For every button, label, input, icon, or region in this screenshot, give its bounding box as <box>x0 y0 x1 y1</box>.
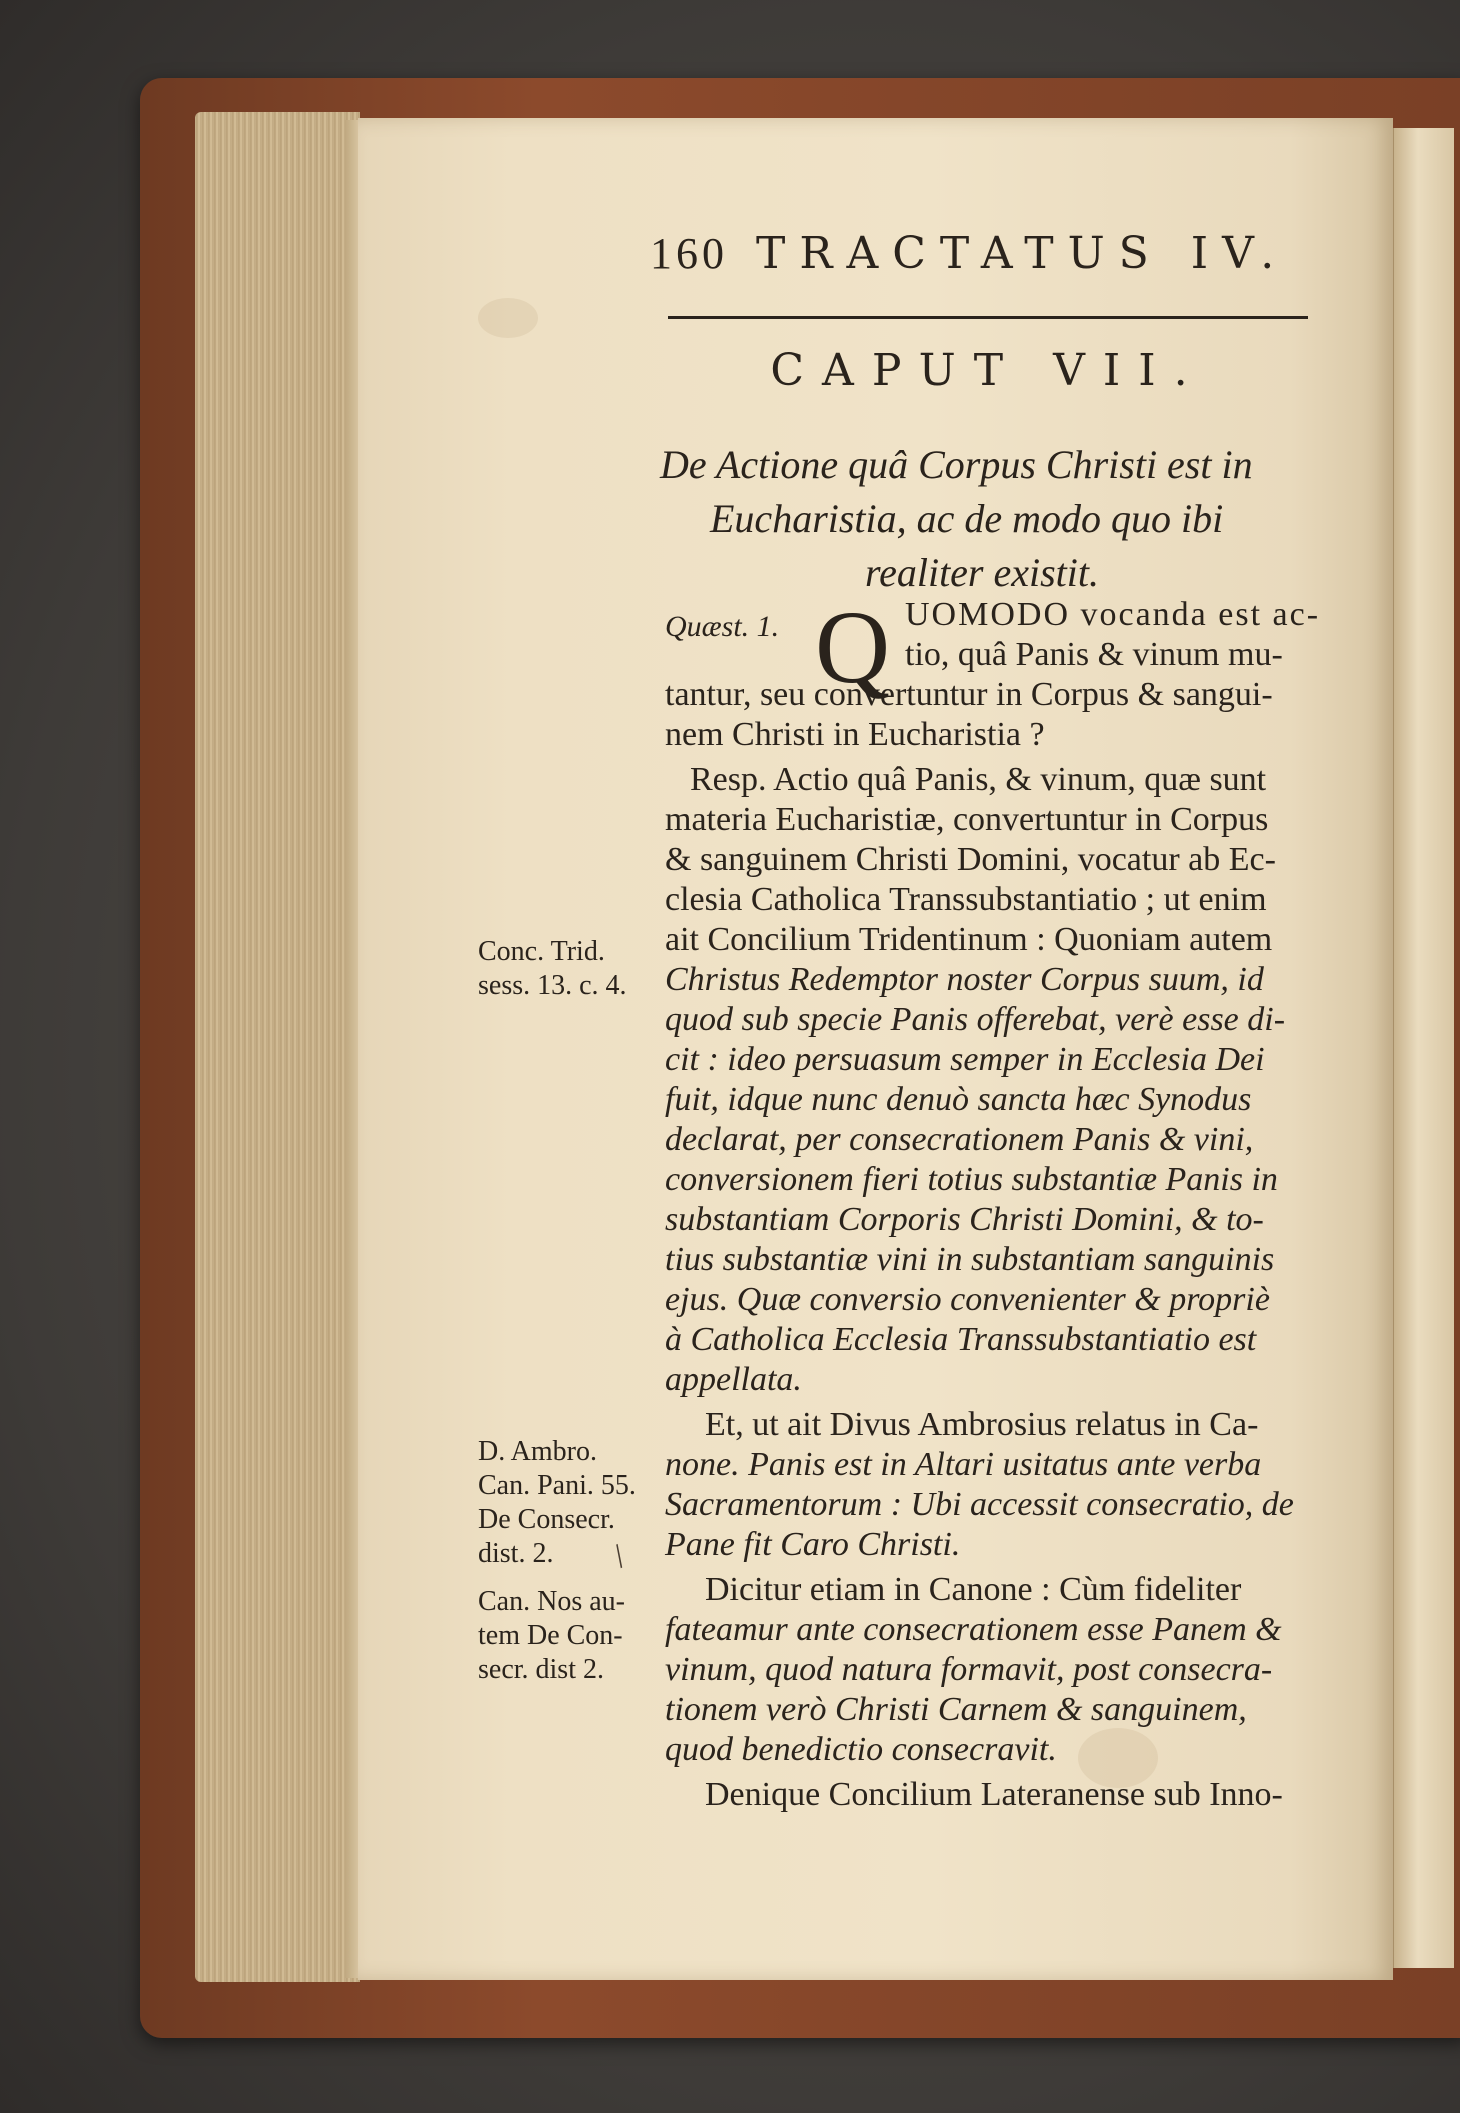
margin-note-trid <box>478 935 668 1003</box>
response-line: Resp. Actio quâ Panis, & vinum, quæ sunt <box>690 761 1267 798</box>
canon-line: quod benedictio consecravit. <box>665 1731 1057 1768</box>
response-line: fuit, idque nunc denuò sancta hæc Synodus <box>665 1081 1252 1118</box>
response-line: Christus Redemptor noster Corpus suum, id <box>665 961 1264 998</box>
facing-page-edge <box>1392 128 1454 1968</box>
title-line: Eucharistia, ac de modo quo ibi <box>710 496 1224 541</box>
page-block-edge <box>195 112 360 1982</box>
ambrose-line: Et, ut ait Divus Ambrosius relatus in Ca- <box>705 1406 1259 1443</box>
running-title: TRACTATUS IV. <box>756 228 1289 279</box>
ambrose-line: Sacramentorum : Ubi accessit consecratio, de <box>665 1486 1294 1523</box>
chapter-heading: CAPUT VII. <box>770 345 1206 396</box>
canon-line: Dicitur etiam in Canone : Cùm fideliter <box>705 1571 1242 1608</box>
response-line: ejus. Quæ conversio convenienter & propriè <box>665 1281 1270 1318</box>
margin-note-line: tem De Con- <box>478 1620 623 1651</box>
title-line: De Actione quâ Corpus Christi est in <box>660 442 1253 487</box>
response-line: tius substantiæ vini in substantiam sanguinis <box>665 1241 1275 1278</box>
header-rule <box>668 316 1308 319</box>
ambrose-line: none. Panis est in Altari usitatus ante verba <box>665 1446 1262 1483</box>
response-line: declarat, per consecrationem Panis & vini, <box>665 1121 1254 1158</box>
margin-note-line: Conc. Trid. <box>478 936 605 967</box>
response-line: substantiam Corporis Christi Domini, & to- <box>665 1201 1264 1238</box>
closing-line: Denique Concilium Lateranense sub Inno- <box>705 1776 1283 1813</box>
response-line: quod sub specie Panis offerebat, verè esse di- <box>665 1001 1286 1038</box>
running-head <box>650 228 1310 279</box>
response-line: cit : ideo persuasum semper in Ecclesia Dei <box>665 1041 1265 1078</box>
response-line: materia Eucharistiæ, convertuntur in Corpus <box>665 801 1269 838</box>
question-line: tio, quâ Panis & vinum mu- <box>905 636 1283 673</box>
response-line: à Catholica Ecclesia Transsubstantiatio est <box>665 1321 1257 1358</box>
margin-note-line: sess. 13. c. 4. <box>478 970 627 1001</box>
margin-note-nos-autem <box>478 1585 668 1687</box>
page-number: 160 <box>650 229 728 278</box>
response-line: appellata. <box>665 1361 802 1398</box>
margin-note-line: secr. dist 2. <box>478 1654 604 1685</box>
question-line: nem Christi in Eucharistia ? <box>665 716 1045 753</box>
margin-note-line: Can. Pani. 55. <box>478 1470 636 1501</box>
pen-mark: / <box>606 1538 633 1575</box>
margin-note-line: dist. 2. <box>478 1538 554 1569</box>
question-label: Quæst. 1. <box>665 610 780 643</box>
response-line: clesia Catholica Transsubstantiatio ; ut enim <box>665 881 1267 918</box>
canon-line: tionem verò Christi Carnem & sanguinem, <box>665 1691 1247 1728</box>
foxing-spot <box>478 298 538 338</box>
response-line: & sanguinem Christi Domini, vocatur ab Ec- <box>665 841 1276 878</box>
question-line: UOMODO vocanda est ac- <box>905 596 1321 633</box>
chapter-title <box>660 438 1320 600</box>
margin-note-line: De Consecr. <box>478 1504 615 1535</box>
title-line: realiter existit. <box>865 550 1100 595</box>
margin-note-ambro <box>478 1435 668 1571</box>
response-line: conversionem fieri totius substantiæ Panis in <box>665 1161 1278 1198</box>
drop-cap: Q <box>815 590 891 705</box>
canon-line: vinum, quod natura formavit, post consecra- <box>665 1651 1273 1688</box>
margin-note-line: Can. Nos au- <box>478 1586 625 1617</box>
canon-line: fateamur ante consecrationem esse Panem & <box>665 1611 1282 1648</box>
ambrose-line: Pane fit Caro Christi. <box>665 1526 961 1563</box>
margin-note-line: D. Ambro. <box>478 1436 597 1467</box>
response-line: ait Concilium Tridentinum : Quoniam autem <box>665 921 1273 958</box>
question-line: tantur, seu convertuntur in Corpus & sangui- <box>665 676 1273 713</box>
